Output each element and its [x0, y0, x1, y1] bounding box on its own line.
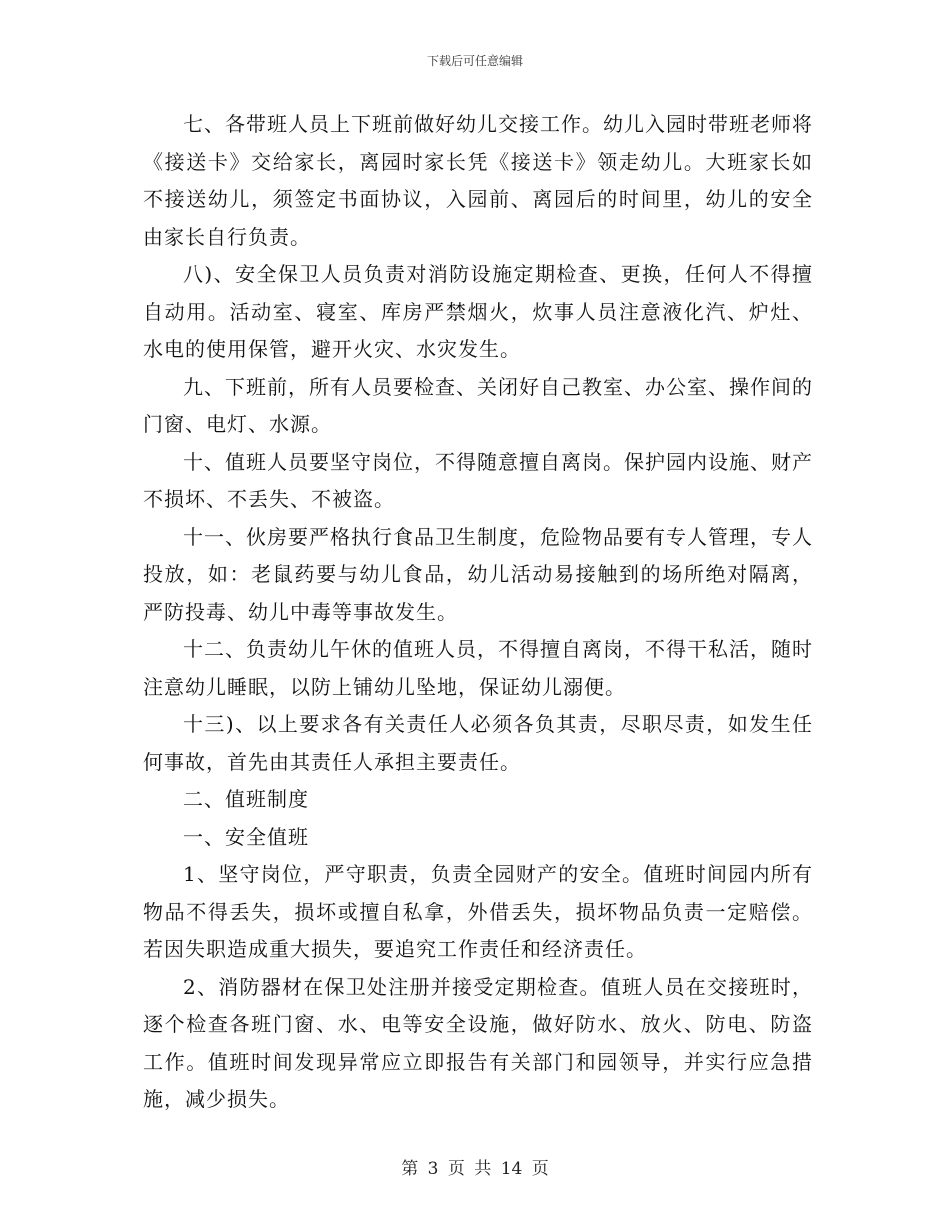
- document-body: [143, 106, 813, 1119]
- paragraph-10: 十、值班人员要坚守岗位，不得随意擅自离岗。保护园内设施、财产不损坏、不丢失、不被盗。: [143, 449, 813, 511]
- page-number: 第 3 页 共 14 页: [401, 1159, 549, 1179]
- paragraph-12: 十二、负责幼儿午休的值班人员，不得擅自离岗，不得干私活，随时注意幼儿睡眠，以防上铺幼儿坠地，保证幼儿溺便。: [143, 637, 813, 699]
- header-note: 下载后可任意编辑: [426, 54, 523, 68]
- subsection-heading-safety-duty: 一、安全值班: [183, 824, 309, 849]
- paragraph-13: 十三)、以上要求各有关责任人必须各负其责，尽职尽责，如发生任何事故，首先由其责任人承担主要责任。: [143, 712, 813, 774]
- paragraph-9: 九、下班前，所有人员要检查、关闭好自己教室、办公室、操作间的门窗、电灯、水源。: [143, 374, 813, 436]
- paragraph-11: 十一、伙房要严格执行食品卫生制度，危险物品要有专人管理，专人投放，如：老鼠药要与幼儿食品，幼儿活动易接触到的场所绝对隔离，严防投毒、幼儿中毒等事故发生。: [143, 524, 813, 624]
- paragraph-8: 八)、安全保卫人员负责对消防设施定期检查、更换，任何人不得擅自动用。活动室、寝室、库房严禁烟火，炊事人员注意液化汽、炉灶、水电的使用保管，避开火灾、水灾发生。: [143, 262, 813, 361]
- section-heading-duty-system: 二、值班制度: [183, 787, 309, 811]
- paragraph-7: 七、各带班人员上下班前做好幼儿交接工作。幼儿入园时带班老师将《接送卡》交给家长，离园时家长凭《接送卡》领走幼儿。大班家长如不接送幼儿，须签定书面协议，入园前、离园后的时间里，幼儿的安全由家长自行负责。: [143, 112, 813, 249]
- duty-item-2: 2、消防器材在保卫处注册并接受定期检查。值班人员在交接班时，逐个检查各班门窗、水、电等安全设施，做好防水、放火、防电、防盗工作。值班时间发现异常应立即报告有关部门和园领导，并实行应急措施，减少损失。: [143, 974, 813, 1111]
- duty-item-1: 1、坚守岗位，严守职责，负责全园财产的安全。值班时间园内所有物品不得丢失，损坏或擅自私拿，外借丢失，损坏物品负责一定赔偿。若因失职造成重大损失，要追究工作责任和经济责任。: [143, 862, 813, 961]
